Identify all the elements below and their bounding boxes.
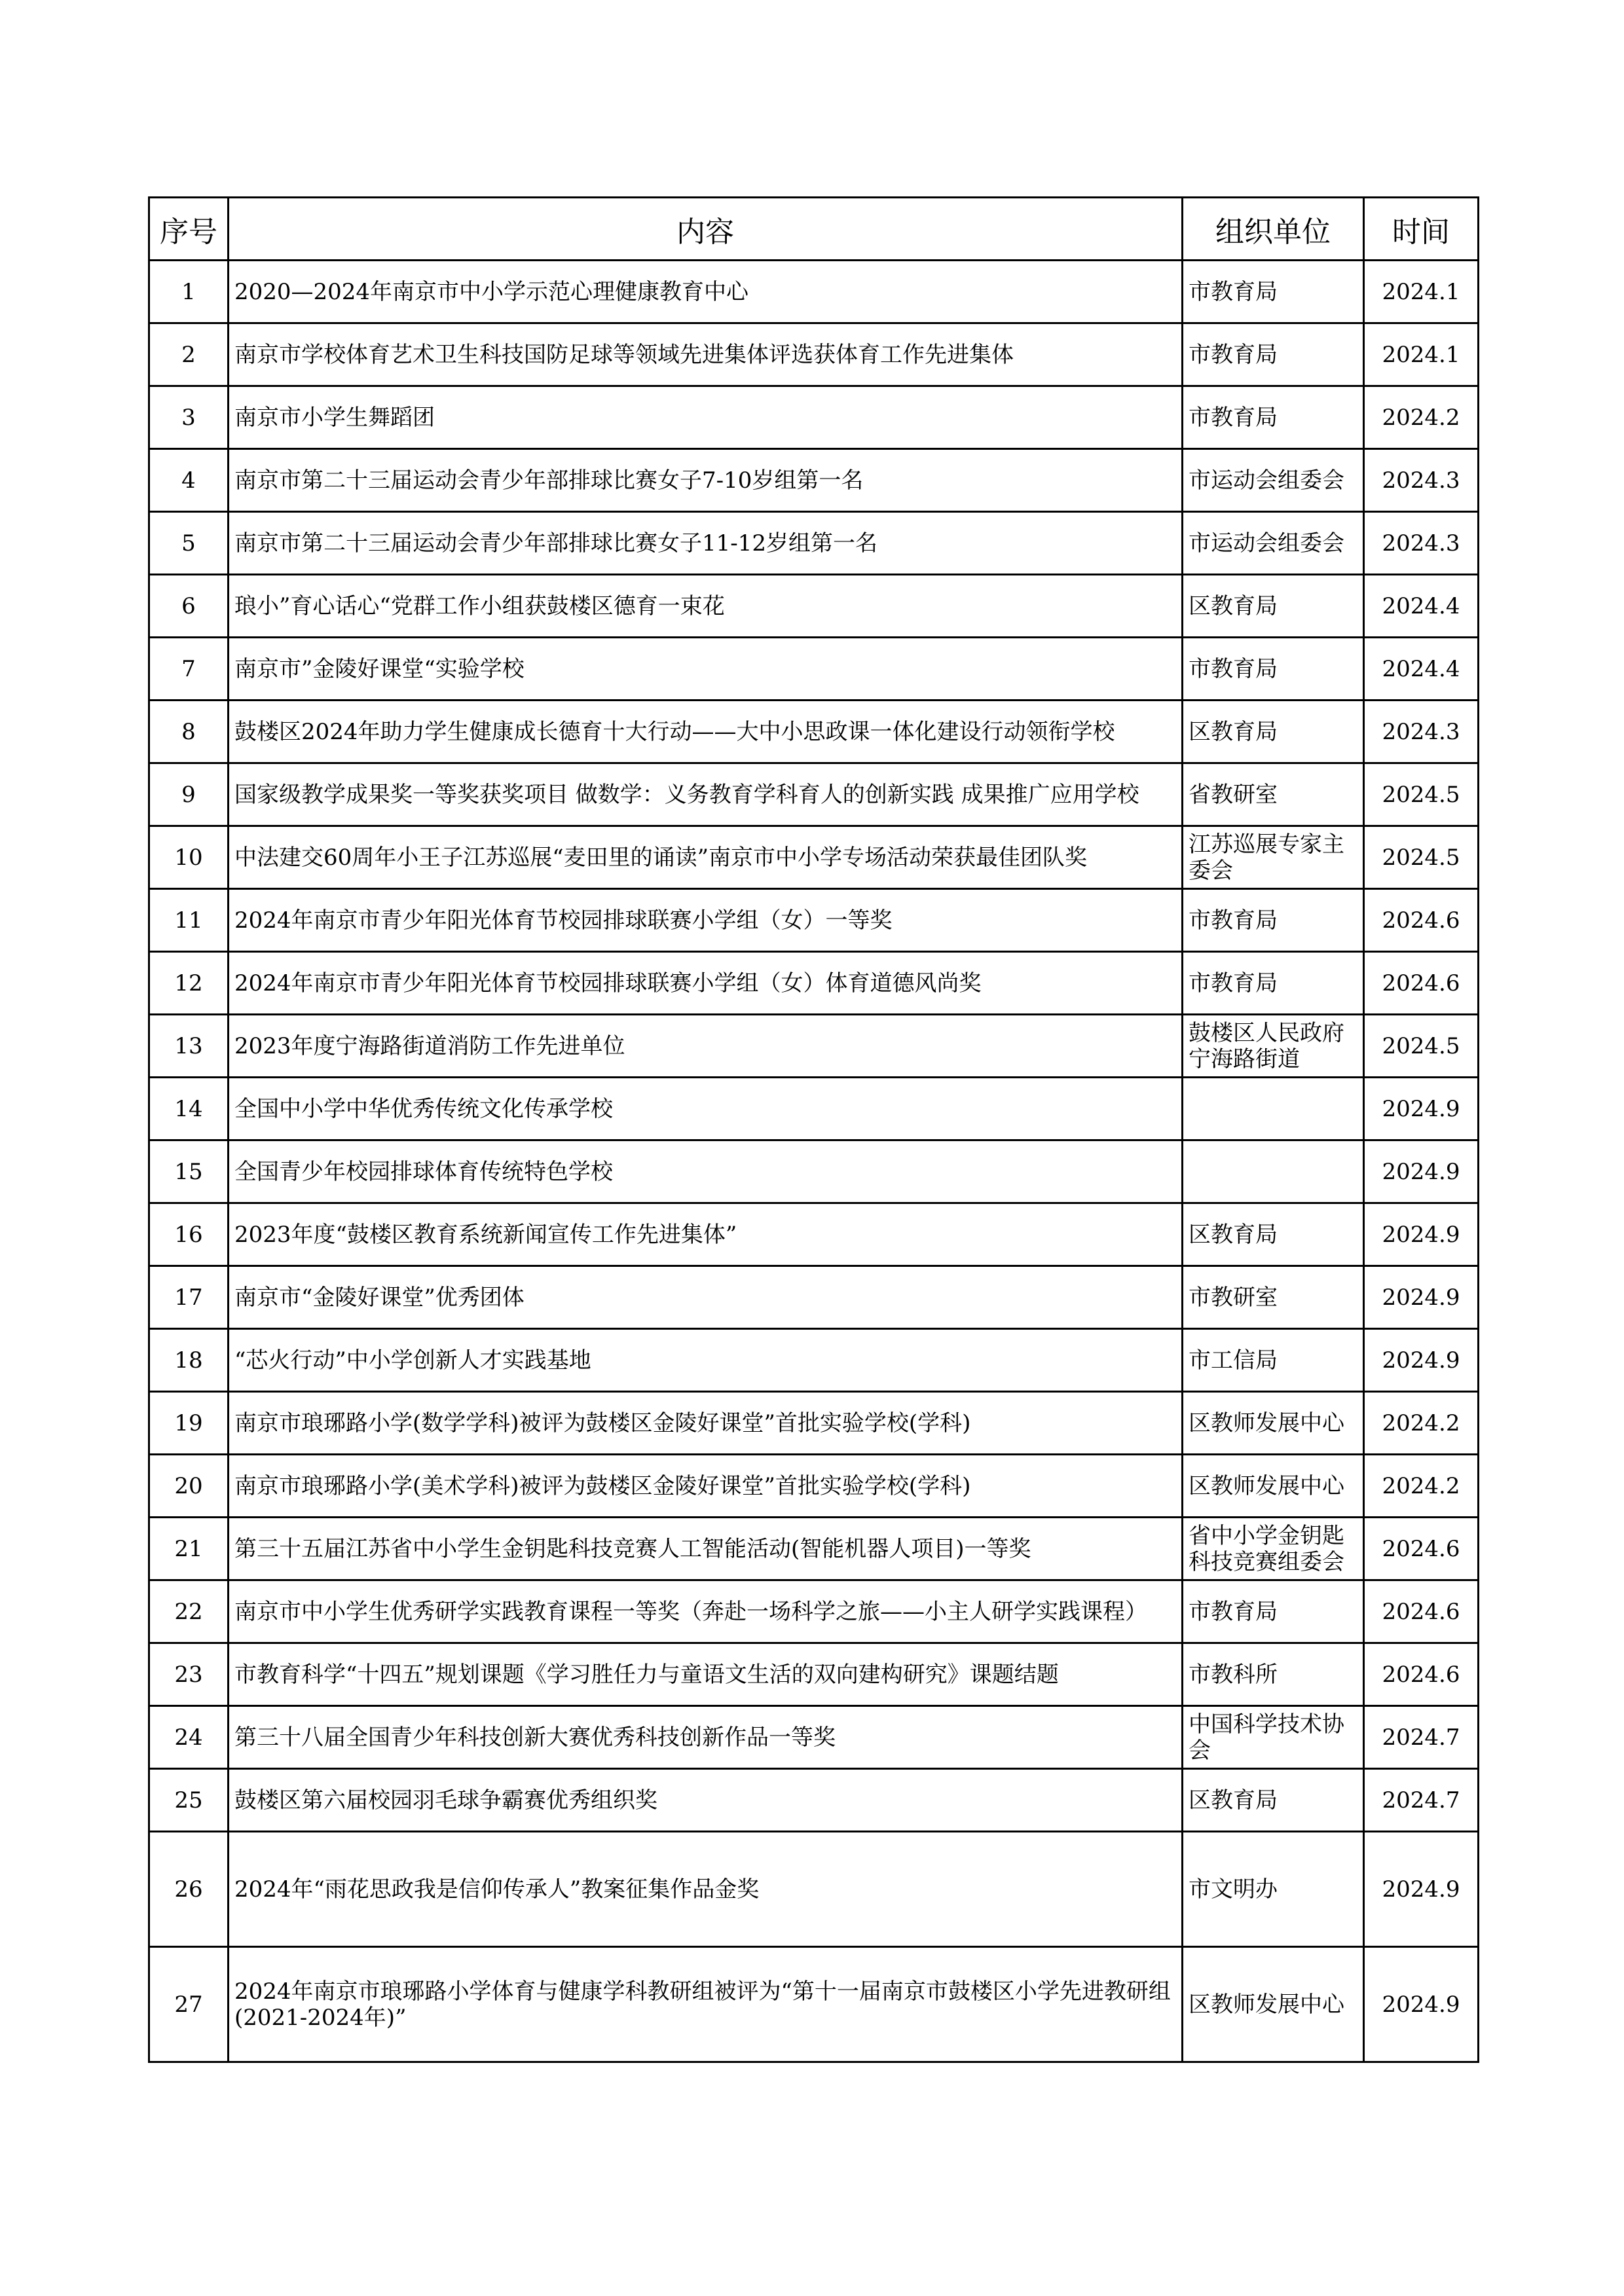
row-content: 南京市“金陵好课堂”优秀团体 [229,1266,1183,1329]
row-organizer-text: 市运动会组委会 [1189,530,1344,556]
row-content: 南京市第二十三届运动会青少年部排球比赛女子7-10岁组第一名 [229,449,1183,512]
row-content: 南京市琅琊路小学(数学学科)被评为鼓楼区金陵好课堂”首批实验学校(学科) [229,1392,1183,1455]
table-row [149,575,1479,638]
row-time: 2024.6 [1364,952,1479,1015]
table-row [149,1706,1479,1769]
row-number: 4 [149,449,229,512]
row-organizer [1183,386,1364,449]
row-number: 11 [149,889,229,952]
row-organizer [1183,826,1364,889]
row-content: 鼓楼区第六届校园羽毛球争霸赛优秀组织奖 [229,1769,1183,1832]
row-number: 27 [149,1947,229,2062]
row-number: 6 [149,575,229,638]
table-row [149,1518,1479,1580]
row-number: 24 [149,1706,229,1769]
row-number: 1 [149,261,229,323]
row-content: 南京市”金陵好课堂“实验学校 [229,638,1183,701]
row-number: 21 [149,1518,229,1580]
table-row [149,1392,1479,1455]
row-organizer-text: 市教研室 [1189,1284,1278,1311]
row-organizer-text: 鼓楼区人民政府宁海路街道 [1189,1019,1344,1072]
row-content: 全国中小学中华优秀传统文化传承学校 [229,1078,1183,1140]
row-organizer [1183,701,1364,763]
row-time: 2024.4 [1364,575,1479,638]
row-organizer-text: 市教育局 [1189,341,1278,368]
row-organizer [1183,512,1364,575]
row-organizer [1183,323,1364,386]
row-organizer-text: 市教育局 [1189,970,1278,996]
table-row [149,1203,1479,1266]
row-organizer [1183,1832,1364,1947]
row-content: “芯火行动”中小学创新人才实践基地 [229,1329,1183,1392]
row-organizer [1183,952,1364,1015]
row-organizer [1183,1203,1364,1266]
row-content: 2024年“雨花思政我是信仰传承人”教案征集作品金奖 [229,1832,1183,1947]
row-time: 2024.2 [1364,386,1479,449]
row-organizer [1183,1580,1364,1643]
row-number: 2 [149,323,229,386]
row-number: 19 [149,1392,229,1455]
row-number: 3 [149,386,229,449]
header-num: 序号 [149,198,229,261]
row-content: 2024年南京市青少年阳光体育节校园排球联赛小学组（女）体育道德风尚奖 [229,952,1183,1015]
header-time: 时间 [1364,198,1479,261]
row-organizer-text: 区教师发展中心 [1189,1472,1344,1499]
row-organizer-text: 区教师发展中心 [1189,1410,1344,1436]
row-number: 5 [149,512,229,575]
row-time: 2024.7 [1364,1706,1479,1769]
table-row [149,1580,1479,1643]
row-organizer [1183,1769,1364,1832]
row-organizer-text: 区教育局 [1189,718,1278,745]
row-organizer-text: 区教师发展中心 [1189,1991,1344,2018]
row-organizer [1183,575,1364,638]
row-organizer [1183,1392,1364,1455]
row-organizer-text: 区教育局 [1189,592,1278,619]
row-content: 2023年度“鼓楼区教育系统新闻宣传工作先进集体” [229,1203,1183,1266]
row-organizer-text: 市运动会组委会 [1189,467,1344,494]
row-organizer-text: 市教育局 [1189,278,1278,305]
row-organizer-text: 区教育局 [1189,1221,1278,1248]
row-organizer-text: 区教育局 [1189,1787,1278,1813]
row-number: 12 [149,952,229,1015]
row-organizer [1183,889,1364,952]
row-number: 17 [149,1266,229,1329]
row-organizer-text: 市文明办 [1189,1876,1278,1903]
row-time: 2024.9 [1364,1078,1479,1140]
table-row [149,449,1479,512]
row-content: 鼓楼区2024年助力学生健康成长德育十大行动——大中小思政课一体化建设行动领衔学校 [229,701,1183,763]
row-number: 18 [149,1329,229,1392]
header-org: 组织单位 [1183,198,1364,261]
row-content: 南京市中小学生优秀研学实践教育课程一等奖（奔赴一场科学之旅——小主人研学实践课程） [229,1580,1183,1643]
row-content: 南京市琅琊路小学(美术学科)被评为鼓楼区金陵好课堂”首批实验学校(学科) [229,1455,1183,1518]
table-row [149,1455,1479,1518]
row-content: 2020—2024年南京市中小学示范心理健康教育中心 [229,261,1183,323]
row-number: 15 [149,1140,229,1203]
row-time: 2024.9 [1364,1329,1479,1392]
table-row [149,1329,1479,1392]
row-content: 中法建交60周年小王子江苏巡展“麦田里的诵读”南京市中小学专场活动荣获最佳团队奖 [229,826,1183,889]
row-content: 琅小”育心话心“党群工作小组获鼓楼区德育一束花 [229,575,1183,638]
row-organizer [1183,638,1364,701]
row-time: 2024.6 [1364,1580,1479,1643]
row-content: 2024年南京市青少年阳光体育节校园排球联赛小学组（女）一等奖 [229,889,1183,952]
table-row [149,1266,1479,1329]
row-content: 2024年南京市琅琊路小学体育与健康学科教研组被评为“第十一届南京市鼓楼区小学先进教研组(2021-2024年)” [229,1947,1183,2062]
row-time: 2024.9 [1364,1832,1479,1947]
row-number: 20 [149,1455,229,1518]
row-number: 7 [149,638,229,701]
row-time: 2024.1 [1364,261,1479,323]
row-organizer-text: 市教育局 [1189,907,1278,934]
header-content: 内容 [229,198,1183,261]
row-organizer [1183,1329,1364,1392]
row-number: 10 [149,826,229,889]
header-row [149,198,1479,261]
row-organizer-text: 市教科所 [1189,1661,1278,1688]
awards-table [148,196,1479,2063]
table-row [149,1140,1479,1203]
table-row [149,1769,1479,1832]
table-row [149,386,1479,449]
table-body [149,261,1479,2062]
row-number: 25 [149,1769,229,1832]
row-organizer [1183,1643,1364,1706]
row-time: 2024.5 [1364,1015,1479,1078]
row-number: 23 [149,1643,229,1706]
table-row [149,889,1479,952]
row-number: 26 [149,1832,229,1947]
row-content: 2023年度宁海路街道消防工作先进单位 [229,1015,1183,1078]
table-row [149,701,1479,763]
row-organizer [1183,1140,1364,1203]
row-organizer [1183,1706,1364,1769]
row-organizer-text: 市教育局 [1189,1598,1278,1625]
row-organizer [1183,1015,1364,1078]
table-row [149,1015,1479,1078]
row-content: 南京市小学生舞蹈团 [229,386,1183,449]
row-time: 2024.7 [1364,1769,1479,1832]
table-row [149,826,1479,889]
table-row [149,1947,1479,2062]
row-content: 市教育科学“十四五”规划课题《学习胜任力与童语文生活的双向建构研究》课题结题 [229,1643,1183,1706]
row-organizer-text: 江苏巡展专家主委会 [1189,831,1344,884]
row-number: 22 [149,1580,229,1643]
table-row [149,1078,1479,1140]
row-organizer [1183,1518,1364,1580]
table-row [149,1832,1479,1947]
row-time: 2024.5 [1364,763,1479,826]
row-content: 第三十五届江苏省中小学生金钥匙科技竞赛人工智能活动(智能机器人项目)一等奖 [229,1518,1183,1580]
row-number: 14 [149,1078,229,1140]
row-content: 全国青少年校园排球体育传统特色学校 [229,1140,1183,1203]
row-time: 2024.6 [1364,889,1479,952]
row-organizer [1183,1078,1364,1140]
table-row [149,952,1479,1015]
row-organizer-text: 中国科学技术协会 [1189,1711,1344,1764]
row-time: 2024.4 [1364,638,1479,701]
row-number: 9 [149,763,229,826]
row-number: 13 [149,1015,229,1078]
row-time: 2024.6 [1364,1518,1479,1580]
row-number: 8 [149,701,229,763]
row-content: 南京市学校体育艺术卫生科技国防足球等领域先进集体评选获体育工作先进集体 [229,323,1183,386]
row-time: 2024.9 [1364,1947,1479,2062]
row-content: 国家级教学成果奖一等奖获奖项目 做数学：义务教育学科育人的创新实践 成果推广应用学校 [229,763,1183,826]
row-time: 2024.9 [1364,1140,1479,1203]
table-row [149,261,1479,323]
row-organizer [1183,449,1364,512]
row-organizer-text: 市教育局 [1189,655,1278,682]
row-organizer [1183,261,1364,323]
row-time: 2024.9 [1364,1203,1479,1266]
table-row [149,323,1479,386]
row-time: 2024.3 [1364,449,1479,512]
row-time: 2024.1 [1364,323,1479,386]
row-time: 2024.3 [1364,701,1479,763]
row-time: 2024.2 [1364,1392,1479,1455]
row-organizer-text: 省教研室 [1189,781,1278,808]
row-time: 2024.9 [1364,1266,1479,1329]
row-organizer [1183,1455,1364,1518]
row-organizer-text: 市工信局 [1189,1347,1278,1374]
row-organizer-text: 省中小学金钥匙科技竞赛组委会 [1189,1522,1344,1575]
row-time: 2024.2 [1364,1455,1479,1518]
row-organizer [1183,1947,1364,2062]
row-content: 第三十八届全国青少年科技创新大赛优秀科技创新作品一等奖 [229,1706,1183,1769]
table-row [149,763,1479,826]
row-content: 南京市第二十三届运动会青少年部排球比赛女子11-12岁组第一名 [229,512,1183,575]
table-row [149,1643,1479,1706]
row-organizer [1183,763,1364,826]
table-row [149,638,1479,701]
table-row [149,512,1479,575]
row-time: 2024.5 [1364,826,1479,889]
row-organizer [1183,1266,1364,1329]
row-time: 2024.6 [1364,1643,1479,1706]
row-organizer-text: 市教育局 [1189,404,1278,431]
row-time: 2024.3 [1364,512,1479,575]
row-number: 16 [149,1203,229,1266]
